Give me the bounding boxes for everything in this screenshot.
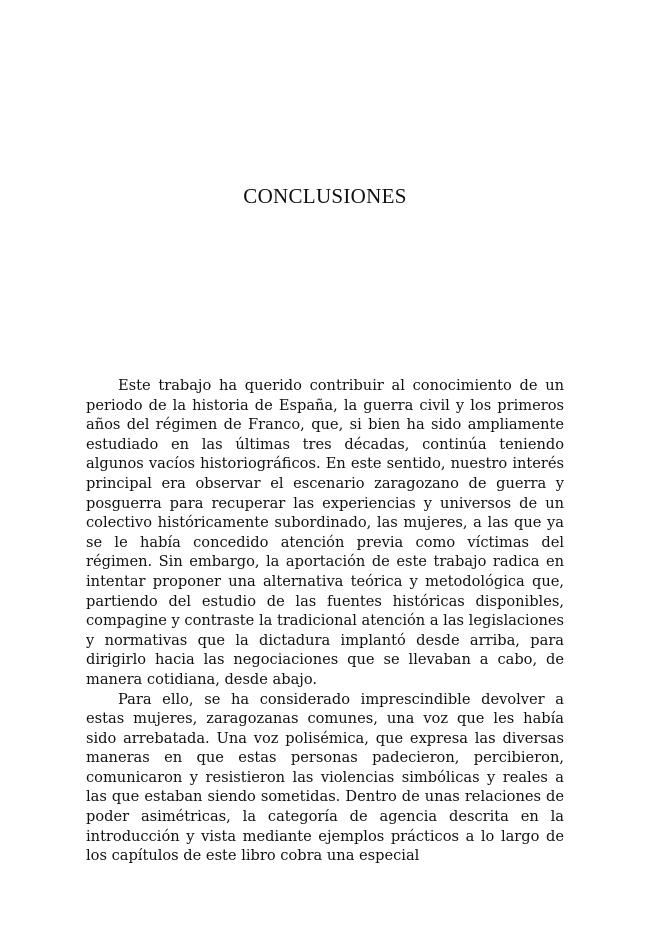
paragraph-2: Para ello, se ha considerado imprescindible devolver a estas mujeres, zaragozanas comunes, una voz que les había sido arrebatada. Una voz polisémica, que expresa las diversas maneras en que estas personas padecieron, percibieron, comunicaron y resistieron las violencias simbólicas y reales a las que estaban siendo sometidas. Dentro de unas relaciones de poder asimétricas, la categoría de agencia descrita en la introducción y vista mediante ejemplos prácticos a lo largo de los capítulos de este libro cobra una especial <box>86 690 564 865</box>
body-text <box>86 376 564 866</box>
paragraph-1: Este trabajo ha querido contribuir al conocimiento de un periodo de la historia de España, la guerra civil y los primeros años del régimen de Franco, que, si bien ha sido ampliamente estudiado en las últimas tres décadas, continúa teniendo algunos vacíos historiográficos. En este sentido, nuestro interés principal era observar el escenario zaragozano de guerra y posguerra para recuperar las experiencias y universos de un colectivo históricamente subordinado, las mujeres, a las que ya se le había concedido atención previa como víctimas del régimen. Sin embargo, la aportación de este trabajo radica en intentar proponer una alternativa teórica y metodológica que, partiendo del estudio de las fuentes históricas disponibles, compagine y contraste la tradicional atención a las legislaciones y normativas que la dictadura implantó desde arriba, para dirigirlo hacia las negociaciones que se llevaban a cabo, de manera cotidiana, desde abajo. <box>86 377 564 688</box>
chapter-title: CONCLUSIONES <box>243 184 407 208</box>
